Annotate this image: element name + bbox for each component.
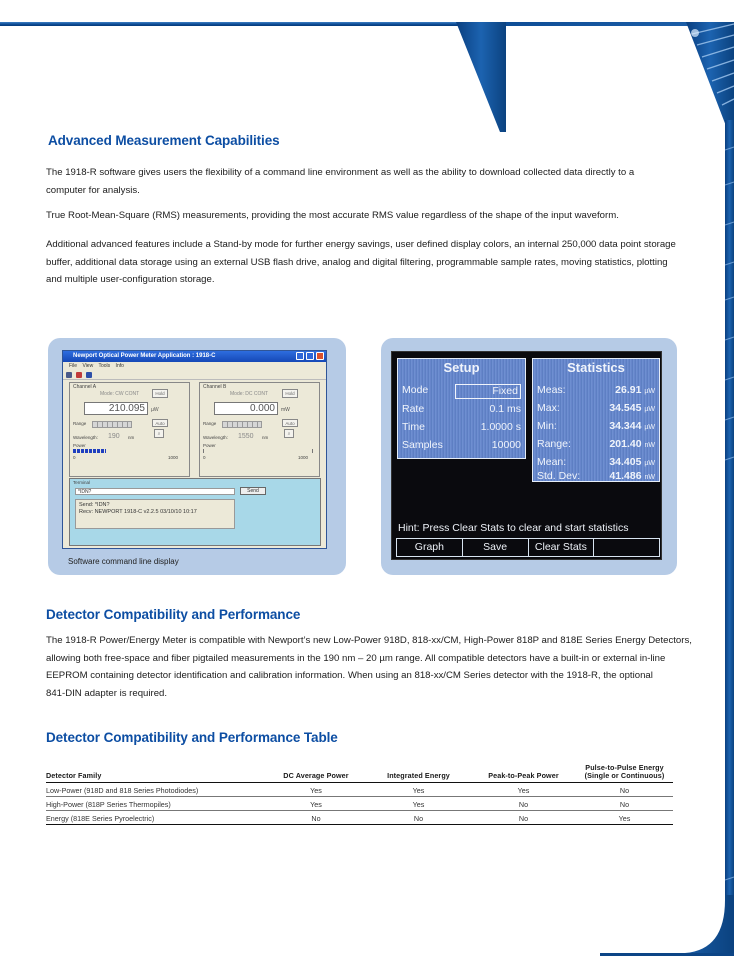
table-cell: No (366, 811, 471, 825)
setup-value: 0.1 ms (489, 403, 521, 415)
connect-icon[interactable] (66, 372, 72, 378)
stat-unit: µW (644, 406, 655, 413)
channel-a-power-label: Power (73, 443, 86, 448)
channel-a-range-selector[interactable] (92, 421, 132, 428)
setup-label: Samples (402, 439, 443, 451)
paragraph-detector-compatibility (46, 632, 692, 702)
setup-label: Time (402, 421, 425, 433)
setup-value: 1.0000 s (480, 421, 521, 433)
channel-a-wavelength: 190 (108, 433, 120, 440)
table-cell: Energy (818E Series Pyroelectric) (46, 811, 266, 825)
channel-b-wavelength: 1550 (238, 433, 254, 440)
setup-title: Setup (443, 360, 480, 375)
statistics-block (532, 358, 660, 482)
paragraph-line: EEPROM containing detector identification and calibration information. When using an 818-xx/CM Series detector with the 1918-R, the optional (46, 670, 653, 681)
terminal-output-line: Recv: NEWPORT 1918-C v2.2.5 03/10/10 10:17 (79, 509, 197, 515)
terminal-output (75, 499, 235, 529)
software-window (62, 350, 327, 549)
channel-a-mode: Mode: CW CONT (100, 391, 140, 397)
setup-row-time (402, 421, 521, 434)
paragraph-rms: True Root-Mean-Square (RMS) measurements, providing the most accurate RMS value regardless of the shape of the input waveform. (46, 210, 619, 221)
statistics-title: Statistics (567, 360, 625, 375)
stat-unit: µW (644, 460, 655, 467)
softkey-bar (396, 538, 660, 557)
stat-unit: µW (644, 424, 655, 431)
stat-value: 34.545 (609, 402, 642, 414)
channel-a-unit: µW (151, 407, 159, 413)
channel-a-power-bar (73, 449, 106, 453)
table-row (46, 797, 673, 811)
channel-a-reading: 210.095 (84, 402, 148, 415)
send-button[interactable]: Send (240, 487, 266, 495)
setup-value: 10000 (491, 439, 521, 451)
channel-b-wavelength-unit: nm (262, 435, 269, 440)
paragraph-line: allowing both free-space and fiber pigtailed measurements in the 190 nm – 20 µm range. All compatible detectors have a built-in or external in-line (46, 652, 666, 664)
channel-b-power-track (203, 449, 313, 453)
column-header-peak-to-peak-power: Peak-to-Peak Power (471, 764, 576, 783)
setup-label: Rate (402, 403, 425, 415)
stat-value: 34.405 (609, 456, 642, 468)
table-cell: Yes (266, 797, 366, 811)
channel-b-panel (199, 382, 320, 477)
channel-a-label: Channel A (73, 384, 97, 390)
stat-row (537, 420, 655, 434)
column-header-detector-family: Detector Family (46, 764, 266, 783)
window-title: Newport Optical Power Meter Application : 1918-C (73, 353, 216, 359)
stat-unit: nW (644, 442, 655, 449)
stat-unit: µW (644, 388, 655, 395)
section-heading-advanced-measurement: Advanced Measurement Capabilities (48, 133, 280, 148)
detector-compatibility-table (46, 764, 673, 825)
setup-block (397, 358, 526, 459)
stat-label: Std. Dev: (537, 470, 581, 482)
channel-b-auto-button[interactable]: Auto (282, 419, 298, 427)
table-row (46, 783, 673, 797)
channel-b-label: Channel B (203, 384, 227, 390)
stat-row (537, 384, 655, 398)
channel-a-wavelength-label: Wavelength: (73, 435, 98, 440)
section-heading-performance-table: Detector Compatibility and Performance Table (46, 730, 338, 745)
channel-b-range-label: Range (203, 421, 217, 426)
table-cell: No (576, 797, 673, 811)
stat-label: Min: (537, 420, 557, 432)
minimize-icon[interactable] (296, 352, 304, 360)
setup-row-rate (402, 403, 521, 416)
paragraph-advanced-features: Additional advanced features include a Stand-by mode for further energy savings, user defined display colors, an internal 250,000 data point storage buffer, additional data storage using an external USB flash drive, analog and digital filtering, programmable sample rates, moving statistics, plotting and multiple user-configuration storage. (46, 239, 676, 285)
instrument-display (391, 351, 662, 560)
channel-b-mode: Mode: DC CONT (230, 391, 269, 397)
channel-b-wavelength-label: Wavelength: (203, 435, 228, 440)
channel-b-range-selector[interactable] (222, 421, 262, 428)
stat-label: Max: (537, 402, 560, 414)
table-cell: No (471, 797, 576, 811)
info-icon[interactable] (86, 372, 92, 378)
channel-a-wavelength-unit: nm (128, 435, 135, 440)
header-line: Pulse-to-Pulse Energy (585, 763, 664, 772)
channel-a-zoom-icon[interactable]: ⌕ (154, 429, 164, 438)
column-header-pulse-to-pulse-energy (576, 764, 673, 783)
table-cell: Low-Power (918D and 818 Series Photodiodes) (46, 783, 266, 797)
setup-row-mode (402, 384, 521, 399)
stat-row (537, 456, 655, 470)
stat-label: Range: (537, 438, 571, 450)
terminal-output-line: Send: *IDN? (79, 502, 110, 508)
table-cell: Yes (266, 783, 366, 797)
table-cell: Yes (471, 783, 576, 797)
table-cell: No (576, 783, 673, 797)
channel-a-hold-button[interactable]: Hold (152, 389, 168, 398)
setup-label: Mode (402, 384, 429, 396)
stat-value: 26.91 (615, 384, 642, 396)
close-icon[interactable] (316, 352, 324, 360)
channel-b-scale-max: 1000 (298, 455, 309, 460)
table-cell: High-Power (818P Series Thermopiles) (46, 797, 266, 811)
channel-a-auto-button[interactable]: Auto (152, 419, 168, 427)
column-header-dc-average-power: DC Average Power (266, 764, 366, 783)
section-heading-detector-compatibility: Detector Compatibility and Performance (46, 607, 301, 622)
table-row (46, 811, 673, 825)
channel-a-range-label: Range (73, 421, 87, 426)
stat-label: Meas: (537, 384, 566, 396)
terminal-label: Terminal (73, 480, 91, 485)
software-caption: Software command line display (68, 557, 179, 566)
header-line: (Single or Continuous) (584, 771, 665, 780)
save-icon[interactable] (76, 372, 82, 378)
table-cell: Yes (576, 811, 673, 825)
table-cell: No (266, 811, 366, 825)
paragraph-software: The 1918-R software gives users the flexibility of a command line environment as well as the ability to download collected data directly to a computer for analysis. (46, 167, 635, 196)
terminal-panel (69, 478, 321, 546)
channel-b-scale-min: 0 (203, 455, 206, 460)
toolbar (63, 370, 326, 380)
menu-bar[interactable]: File View Tools Info (69, 363, 124, 369)
stat-value: 201.40 (609, 438, 642, 450)
graph-softkey[interactable]: Graph (397, 539, 463, 556)
hint-text: Hint: Press Clear Stats to clear and start statistics (398, 522, 629, 534)
stat-row (537, 470, 655, 484)
stat-unit: nW (644, 474, 655, 481)
channel-b-reading: 0.000 (214, 402, 278, 415)
stat-value: 41.486 (609, 470, 642, 482)
channel-b-zoom-icon[interactable]: ⌕ (284, 429, 294, 438)
terminal-command-input[interactable]: *IDN? (75, 488, 235, 495)
channel-b-unit: mW (281, 407, 290, 413)
header-rule-right (470, 22, 706, 26)
header-rule (0, 22, 470, 26)
stat-row (537, 402, 655, 416)
paragraph-line: 841-DIN adapter is required. (46, 687, 168, 699)
setup-mode-value[interactable]: Fixed (455, 384, 521, 399)
stat-value: 34.344 (609, 420, 642, 432)
channel-b-power-label: Power (203, 443, 216, 448)
column-header-integrated-energy: Integrated Energy (366, 764, 471, 783)
channel-a-scale-max: 1000 (168, 455, 179, 460)
channel-a-scale-min: 0 (73, 455, 76, 460)
channel-a-panel (69, 382, 190, 477)
table-cell: Yes (366, 783, 471, 797)
table-cell: Yes (366, 797, 471, 811)
stat-label: Mean: (537, 456, 567, 468)
save-softkey[interactable]: Save (463, 539, 529, 556)
blank-softkey[interactable] (594, 539, 659, 556)
maximize-icon[interactable] (306, 352, 314, 360)
table-header-row (46, 764, 673, 783)
setup-row-samples (402, 439, 521, 452)
channel-b-hold-button[interactable]: Hold (282, 389, 298, 398)
table-cell: No (471, 811, 576, 825)
clear-stats-softkey[interactable]: Clear Stats (529, 539, 595, 556)
stat-row (537, 438, 655, 452)
paragraph-line: The 1918-R Power/Energy Meter is compatible with Newport’s new Low-Power 918D, 818-xx/CM, High-Power 818P and 818E Series Energy Detectors, (46, 635, 692, 646)
window-title-bar (63, 351, 326, 362)
